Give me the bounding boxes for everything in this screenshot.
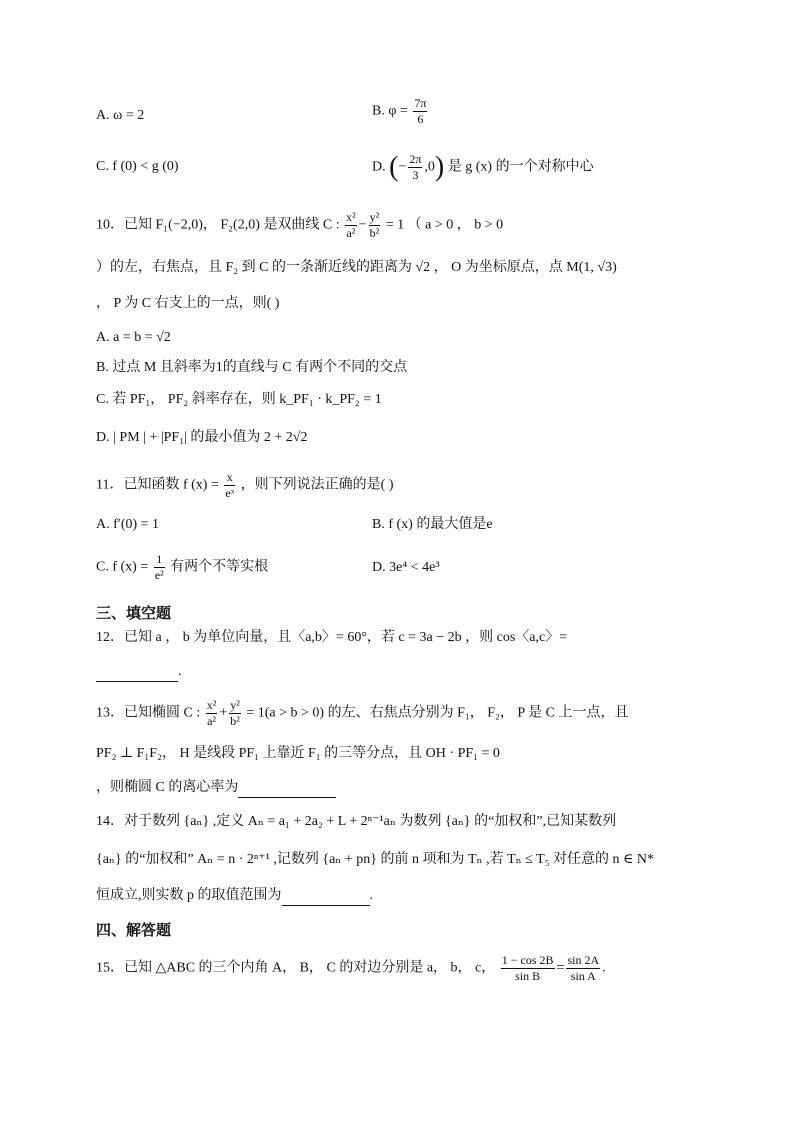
q11-numerator: x [224,470,235,486]
q11-option-d: D. 3e⁴ < 4e³ [372,560,440,575]
q10-y2: y² [369,210,380,224]
q9-option-b-fraction [413,96,427,127]
q13-stem-line3 [96,778,336,798]
q15-stem [96,953,606,984]
q12-answer-line [96,662,182,682]
q10-stem-line3: ， P 为 C 右支上的一点，则( ) [96,296,280,311]
q9-option-d-denominator: 3 [412,168,419,182]
q10-option-c: C. 若 PF₁， PF₂ 斜率存在，则 k_PF₁ · k_PF₂ = 1 [96,392,382,407]
q15-right-denominator: sin A [570,969,596,983]
q11-option-c-part1: C. f (x) = [96,559,149,575]
section-heading-solutions: 四、解答题 [96,921,172,939]
q13-b2: b² [230,714,240,728]
q14-stem-line3 [96,886,373,906]
q11-denominator: eˣ [225,486,235,500]
q10-stem-line1 [96,210,503,241]
q13-x2: x² [206,698,217,712]
q14-stem-line3-text: 恒成立,则实数 p 的取值范围为 [96,888,282,903]
section-heading-fill-in: 三、填空题 [96,604,172,622]
q13-stem-line2: PF₂ ⊥ F₁F₂， H 是线段 PF₁ 上靠近 F₁ 的三等分点，且 OH · PF₁ = 0 [96,746,500,761]
q13-stem-line3-text: ，则椭圆 C 的离心率为 [96,780,239,795]
q14-end: . [369,888,373,903]
q9-option-c: C. f (0) < g (0) [96,159,179,174]
q13-stem-part2: = 1(a > b > 0) 的左、右焦点分别为 F₁， F₂， P 是 C 上一点，且 [246,705,629,721]
q11-option-c-denominator: e² [154,568,164,582]
q11-option-b: B. f (x) 的最大值是e [372,517,493,532]
q15-end: . [602,960,606,976]
q15-fraction-left [501,953,555,984]
q13-fraction-x [206,698,218,729]
q9-option-d-fraction [408,152,422,183]
q11-option-c-part2: 有两个不等实根 [170,559,269,575]
q14-answer-blank[interactable] [282,887,370,906]
q11-option-a: A. f′(0) = 1 [96,517,160,532]
q13-y2: y² [230,698,240,712]
q10-minus: − [358,217,367,233]
q11-option-c [96,552,268,583]
q13-stem-part1: 13．已知椭圆 C : [96,705,201,721]
q9-option-d: D. (− $\frac{2\pi}{3}$ ,0) 是 g (x) 的一个对称中心 [372,151,594,183]
q10-fraction-x [345,210,357,241]
q11-fraction [224,470,235,501]
q11-stem-part1: 11．已知函数 f (x) = [96,477,219,493]
q15-fraction-right [566,953,600,984]
q9-option-b-prefix: B. φ = [372,103,408,119]
q9-option-b-denominator: 6 [417,112,424,126]
q9-option-b-numerator: 7π [414,96,427,110]
q13-answer-blank[interactable] [238,779,336,798]
q9-option-d-numerator: 2π [409,152,422,166]
q12-answer-blank[interactable] [96,663,178,682]
q14-stem-line2: {aₙ} 的“加权和” Aₙ = n · 2ⁿ⁺¹ ,记数列 {aₙ + pn} 的前 n 项和为 Tₙ ,若 Tₙ ≤ T₅ 对任意的 n ∈ N* [96,852,655,867]
q14-stem-line1: 14．对于数列 {aₙ} ,定义 Aₙ = a₁ + 2a₂ + L + 2ⁿ⁻¹aₙ 为数列 {aₙ} 的“加权和”,已知某数列 [96,814,617,829]
q10-stem-part2: = 1 （ a > 0 ， b > 0 [385,217,504,233]
q11-stem [96,470,394,501]
q10-a2: a² [346,226,356,240]
q10-option-d: D. | PM | + |PF₁| 的最小值为 2 + 2√2 [96,430,308,445]
q12-end: . [178,664,182,679]
q10-b2: b² [369,226,380,240]
q15-equals: = [556,960,565,976]
q10-stem-part1: 10．已知 F₁(−2,0)， F₂(2,0) 是双曲线 C : [96,217,340,233]
q15-right-numerator: sin 2A [567,953,600,967]
q13-a2: a² [207,714,216,728]
q15-left-numerator: 1 − cos 2B [501,953,554,967]
q9-option-a: A. ω = 2 [96,108,145,123]
q9-option-d-rest: ,0 [424,159,435,175]
q15-left-denominator: sin B [515,969,541,983]
q10-option-b: B. 过点 M 且斜率为1的直线与 C 有两个不同的交点 [96,360,408,375]
q9-option-d-prefix: D. [372,159,386,175]
q11-option-c-fraction [154,552,165,583]
q13-plus: + [219,705,228,721]
q9-option-d-suffix: 是 g (x) 的一个对称中心 [447,159,594,175]
q11-stem-part2: ，则下列说法正确的是( ) [240,477,394,493]
q10-option-a: A. a = b = √2 [96,330,171,345]
q10-x2: x² [346,210,356,224]
q9-option-b [372,96,429,127]
q13-fraction-y [229,698,241,729]
q10-stem-line2: ）的左，右焦点，且 F₂ 到 C 的一条渐近线的距离为 √2 ， O 为坐标原点，点 M(1, √3) [96,260,617,275]
q10-fraction-y [369,210,381,241]
q13-stem-line1 [96,698,629,729]
q11-option-c-numerator: 1 [154,552,165,568]
q12-stem: 12．已知 a ， b 为单位向量，且〈a,b〉= 60°，若 c = 3a − 2b ，则 cos〈a,c〉= [96,630,568,645]
q15-stem-text: 15．已知 △ABC 的三个内角 A， B， C 的对边分别是 a， b， c， [96,960,496,976]
